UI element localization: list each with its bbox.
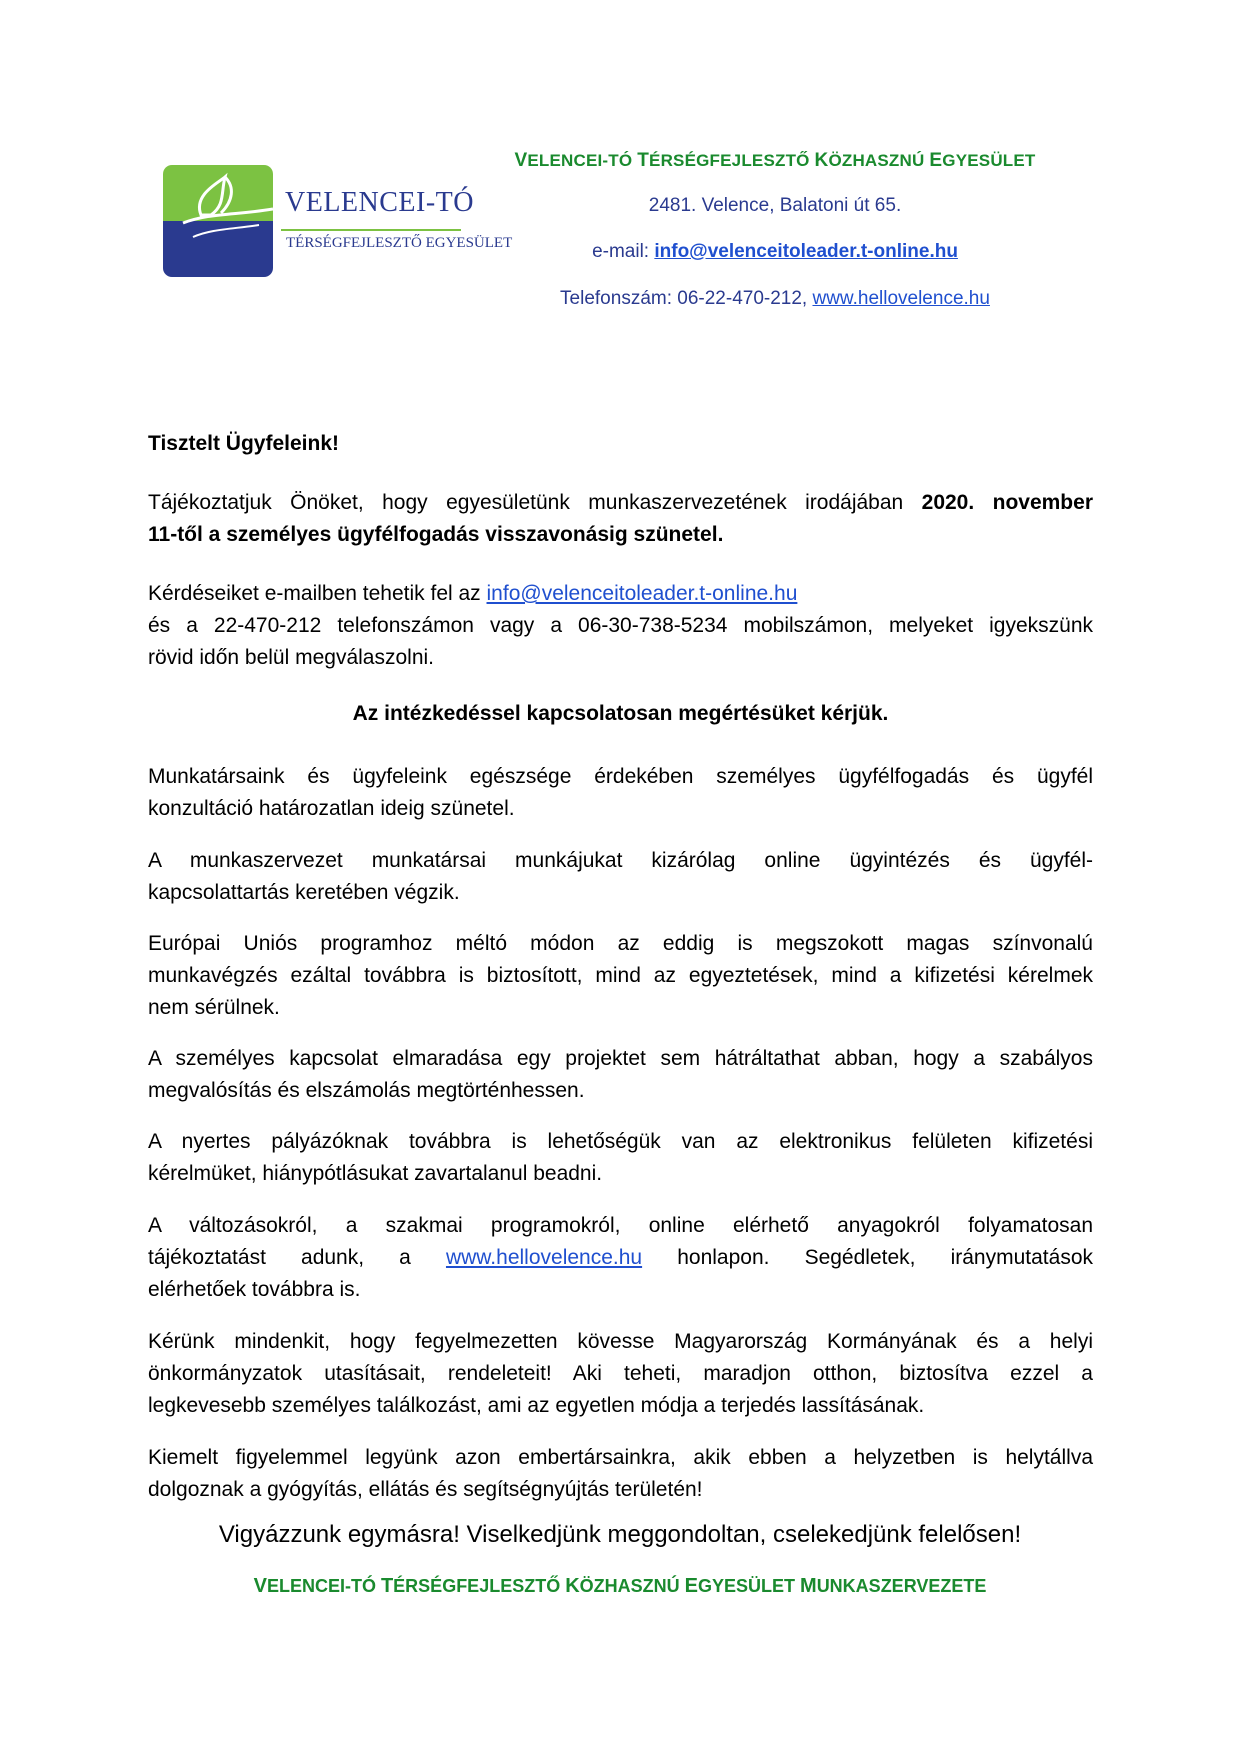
paragraph-8: A változásokról, a szakmai programokról, online elérhető anyagokról folyamatosan tájékoztatást adunk, a www.hellovelence.hu honlapon. Segédletek, iránymutatások elérhetőek továbbra is. [148,1214,1093,1301]
website-link[interactable]: www.hellovelence.hu [812,288,990,309]
paragraph-9: Kérünk mindenkit, hogy fegyelmezetten kövesse Magyarország Kormányának és a helyi önkormányzatok utasításait, rendeleteit! Aki teheti, maradjon otthon, biztosítva ezzel a legkevesebb személyes találkozást, ami az egyetlen módja a terjedés lassításának. [148,1330,1093,1417]
phone-line: Telefonszám: 06-22-470-212, www.hellovelence.hu [560,288,990,309]
organization-name: VELENCEI-TÓ TÉRSÉGFEJLESZTŐ KÖZHASZNÚ EGYESÜLET [514,150,1036,171]
footer-organization-name: VELENCEI-TÓ TÉRSÉGFEJLESZTŐ KÖZHASZNÚ EGYESÜLET MUNKASZERVEZETE [253,1575,987,1597]
body-email-link[interactable]: info@velenceitoleader.t-online.hu [486,582,798,605]
paragraph-5: Európai Uniós programhoz méltó módon az eddig is megszokott magas színvonalú munkavégzés ezáltal továbbra is biztosított, mind az egyeztetések, mind a kifizetési kérelmek nem sérülnek. [148,932,1093,1019]
email-line: e-mail: info@velenceitoleader.t-online.hu [592,241,958,262]
understanding-request: Az intézkedéssel kapcsolatosan megértésüket kérjük. [352,702,889,725]
address: 2481. Velence, Balatoni út 65. [648,195,902,216]
paragraph-closure-notice: Tájékoztatjuk Önöket, hogy egyesületünk munkaszervezetének irodájában 2020. november 11-től a személyes ügyfélfogadás visszavonásig szünetel. [148,491,1093,546]
paragraph-6: A személyes kapcsolat elmaradása egy projektet sem hátráltathat abban, hogy a szabályos megvalósítás és elszámolás megtörténhessen. [148,1047,1093,1102]
paragraph-10: Kiemelt figyelemmel legyünk azon embertársainkra, akik ebben a helyzetben is helytállva dolgoznak a gyógyítás, ellátás és segítségnyújtás területén! [148,1446,1093,1501]
greeting: Tisztelt Ügyfeleink! [148,432,339,455]
paragraph-7: A nyertes pályázóknak továbbra is lehetőségük van az elektronikus felületen kifizetési kérelmüket, hiánypótlásukat zavartalanul beadni. [148,1130,1093,1185]
logo-emblem [163,165,273,277]
paragraph-4: A munkaszervezet munkatársai munkájukat kizárólag online ügyintézés és ügyfél- kapcsolattartás keretében végzik. [148,849,1093,904]
slogan: Vigyázzunk egymásra! Viselkedjünk meggondoltan, cselekedjünk felelősen! [218,1521,1022,1548]
logo-title: VELENCEI-TÓ [285,187,475,218]
paragraph-contact: Kérdéseiket e-mailben tehetik fel az info@velenceitoleader.t-online.hu és a 22-470-212 telefonszámon vagy a 06-30-738-5234 mobilszámon, melyeket igyekszünk rövid időn belül megválaszolni. [148,582,1093,669]
organization-logo [163,165,513,277]
leaf-wave-icon [163,165,273,277]
email-link[interactable]: info@velenceitoleader.t-online.hu [654,241,958,262]
body-website-link[interactable]: www.hellovelence.hu [445,1246,643,1269]
logo-subtitle: TÉRSÉGFEJLESZTŐ EGYESÜLET [286,235,513,251]
paragraph-3: Munkatársaink és ügyfeleink egészsége érdekében személyes ügyfélfogadás és ügyfél konzultáció határozatlan ideig szünetel. [148,765,1093,820]
